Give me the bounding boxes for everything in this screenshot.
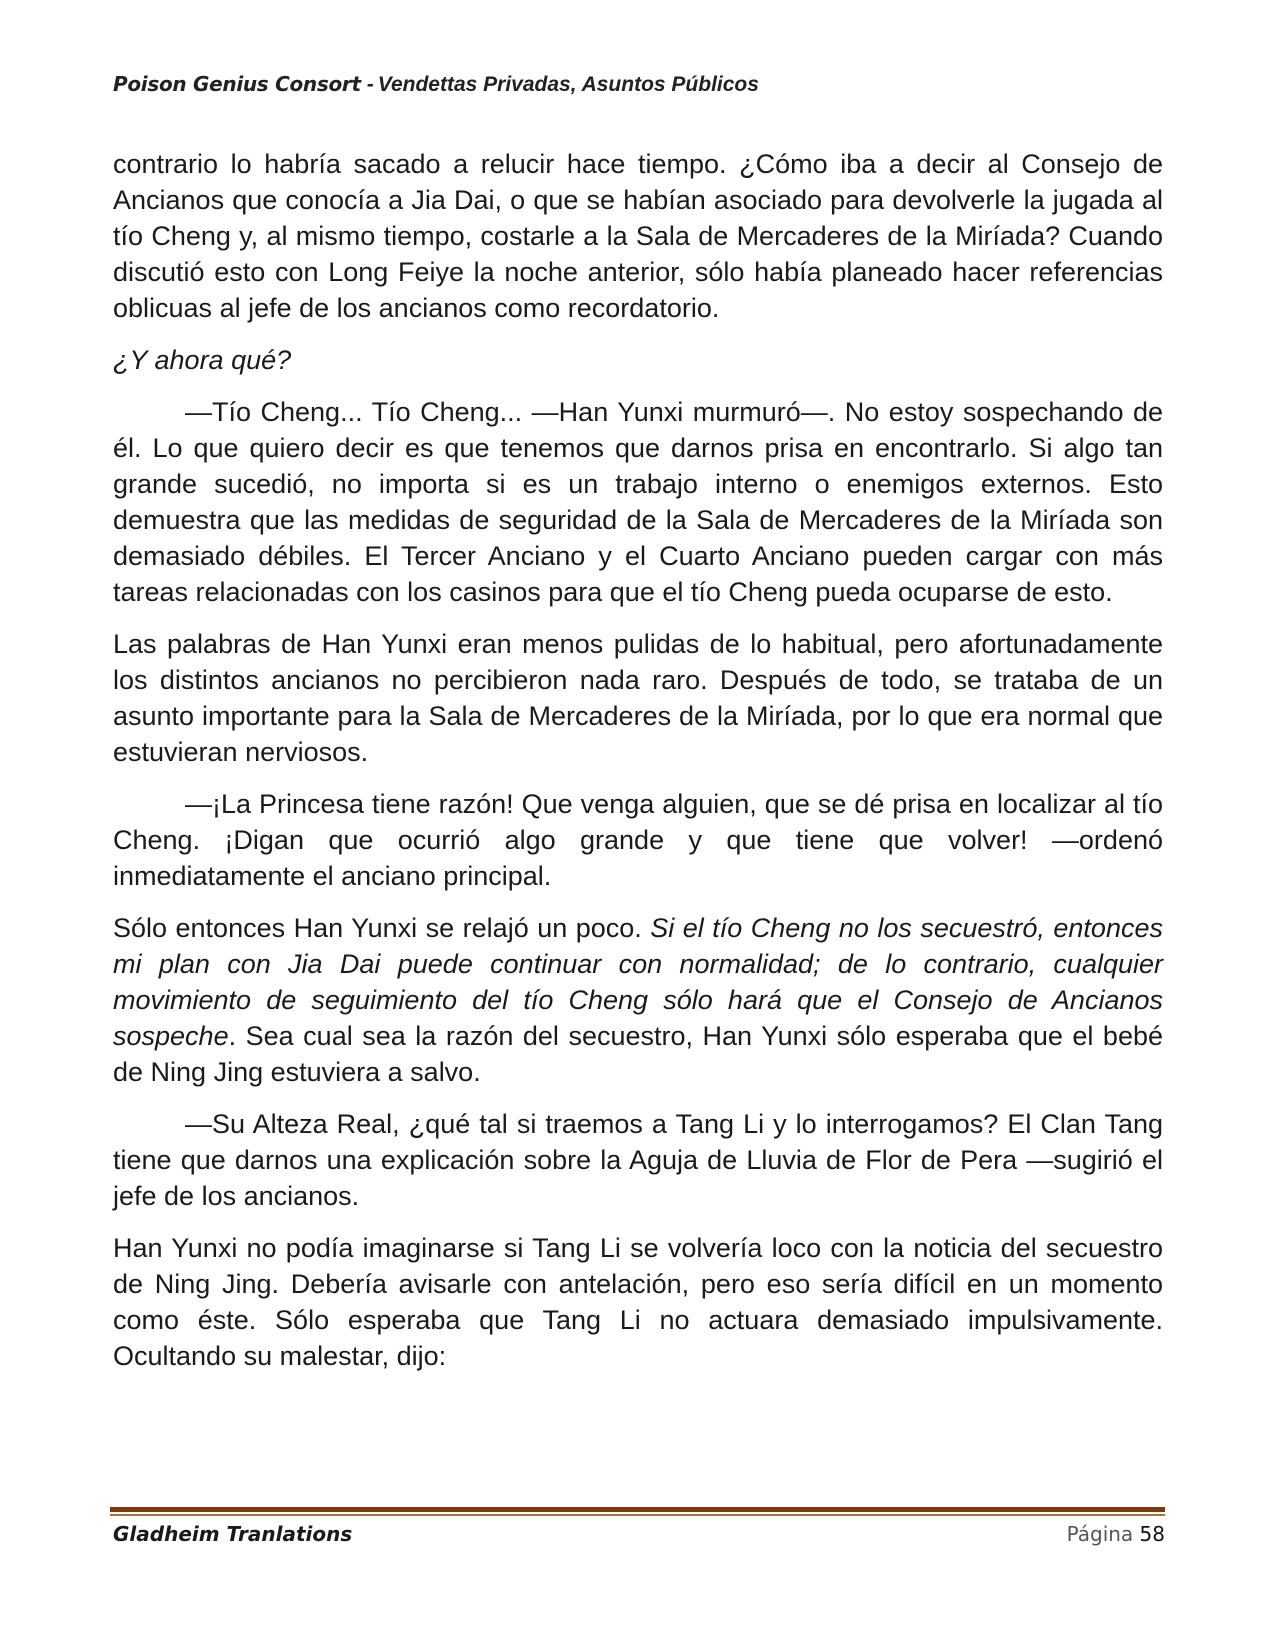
paragraph-6 bbox=[113, 910, 1163, 1090]
paragraph-6-end: . Sea cual sea la razón del secuestro, Han Yunxi sólo esperaba que el bebé de Ning Jing estuviera a salvo. bbox=[113, 1021, 1163, 1087]
paragraph-7: —Su Alteza Real, ¿qué tal si traemos a Tang Li y lo interrogamos? El Clan Tang tiene que darnos una explicación sobre la Aguja de Lluvia de Flor de Pera —sugirió el jefe de los ancianos. bbox=[113, 1109, 1163, 1211]
paragraph-6-italic: Si el tío Cheng no los secuestró, entonces mi plan con Jia Dai puede continuar con normalidad; de lo contrario, cualquier movimiento de seguimiento del tío Cheng sólo hará que el Consejo de Ancianos sospeche bbox=[113, 913, 1163, 1051]
footer-rule-thin bbox=[110, 1514, 1165, 1516]
page-header bbox=[113, 72, 759, 97]
paragraph-5: —¡La Princesa tiene razón! Que venga alguien, que se dé prisa en localizar al tío Cheng. ¡Digan que ocurrió algo grande y que tiene que volver! —ordenó inmediatamente el anciano principal. bbox=[113, 789, 1163, 891]
paragraph-8: Han Yunxi no podía imaginarse si Tang Li se volvería loco con la noticia del secuestro de Ning Jing. Debería avisarle con antelación, pero eso sería difícil en un momento como éste. Sólo esperaba que Tang Li no actuara demasiado impulsivamente. Ocultando su malestar, dijo: bbox=[113, 1233, 1163, 1371]
footer-rule bbox=[110, 1507, 1165, 1516]
footer-publisher: Gladheim Tranlations bbox=[113, 1522, 353, 1546]
footer-page bbox=[1067, 1522, 1165, 1546]
paragraph-3: —Tío Cheng... Tío Cheng... —Han Yunxi murmuró—. No estoy sospechando de él. Lo que quiero decir es que tenemos que darnos prisa en encontrarlo. Si algo tan grande sucedió, no importa si es un trabajo interno o enemigos externos. Esto demuestra que las medidas de seguridad de la Sala de Mercaderes de la Miríada son demasiado débiles. El Tercer Anciano y el Cuarto Anciano pueden cargar con más tareas relacionadas con los casinos para que el tío Cheng pueda ocuparse de esto. bbox=[113, 397, 1163, 607]
page-number: 58 bbox=[1139, 1522, 1165, 1546]
paragraph-2: ¿Y ahora qué? bbox=[113, 345, 292, 375]
body-text bbox=[113, 146, 1163, 1390]
book-title: Poison Genius Consort bbox=[113, 72, 361, 96]
header-separator: - bbox=[366, 73, 374, 96]
chapter-title: Vendettas Privadas, Asuntos Públicos bbox=[377, 73, 759, 96]
paragraph-4: Las palabras de Han Yunxi eran menos pulidas de lo habitual, pero afortunadamente los distintos ancianos no percibieron nada raro. Después de todo, se trataba de un asunto importante para la Sala de Mercaderes de la Miríada, por lo que era normal que estuvieran nerviosos. bbox=[113, 629, 1163, 767]
paragraph-6-start: Sólo entonces Han Yunxi se relajó un poco. bbox=[113, 913, 651, 943]
page-label: Página bbox=[1066, 1522, 1134, 1546]
paragraph-1: contrario lo habría sacado a relucir hace tiempo. ¿Cómo iba a decir al Consejo de Ancianos que conocía a Jia Dai, o que se habían asociado para devolverle la jugada al tío Cheng y, al mismo tiempo, costarle a la Sala de Mercaderes de la Miríada? Cuando discutió esto con Long Feiye la noche anterior, sólo había planeado hacer referencias oblicuas al jefe de los ancianos como recordatorio. bbox=[113, 149, 1163, 323]
